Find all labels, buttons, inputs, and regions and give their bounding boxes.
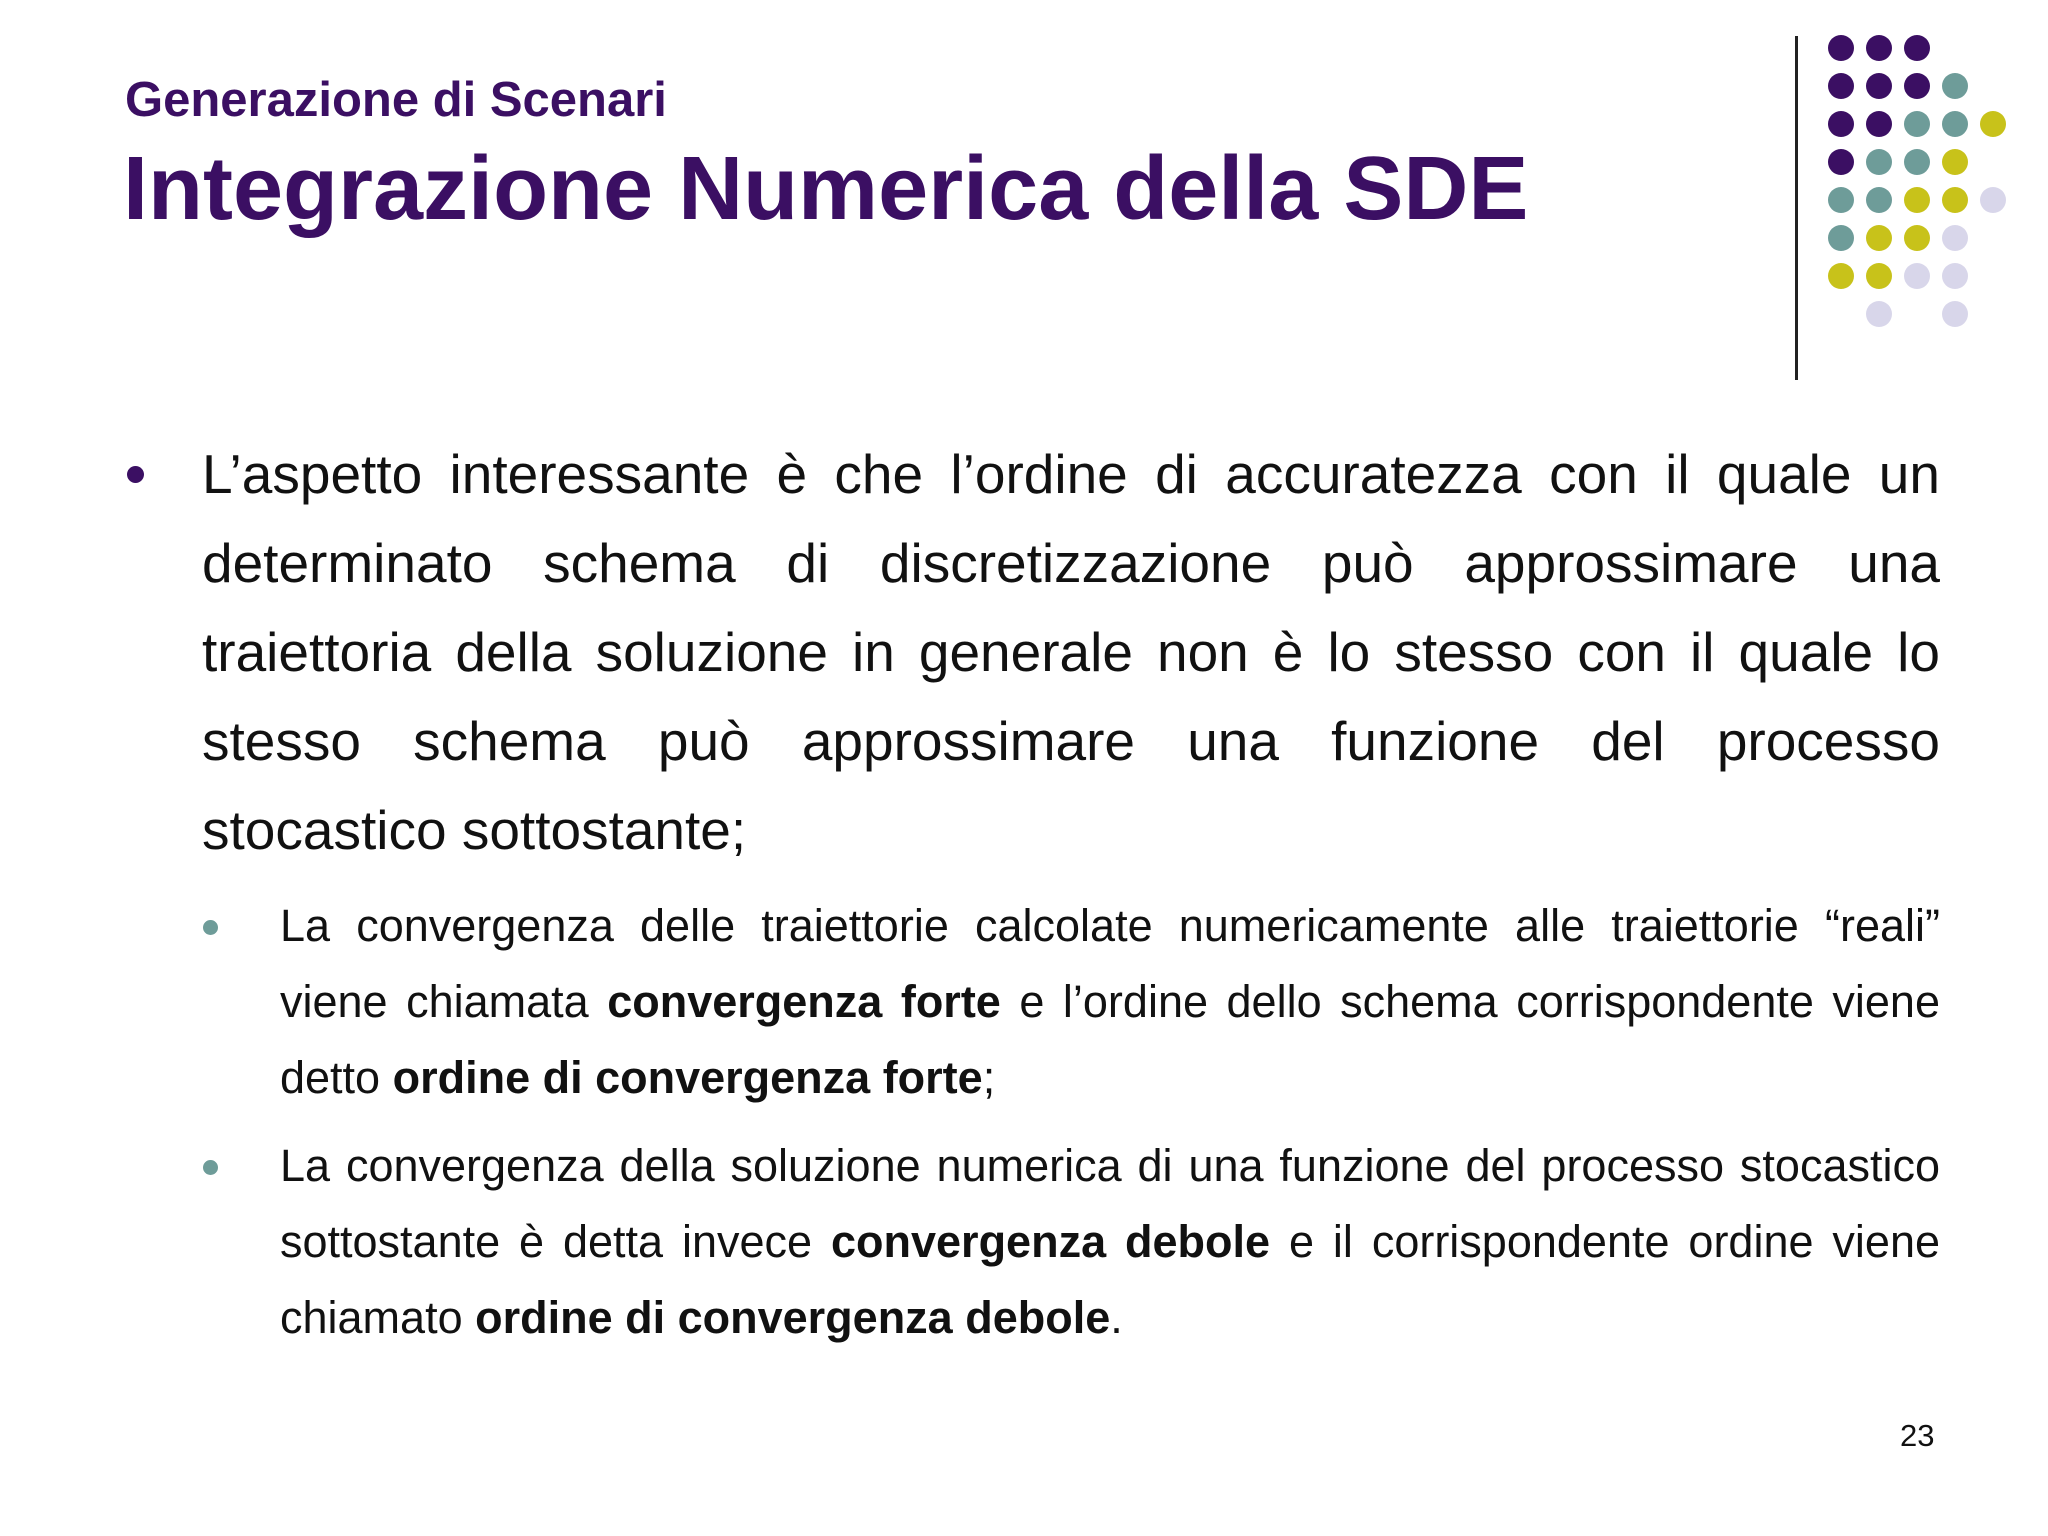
- dot: [1866, 149, 1892, 175]
- dot: [1866, 263, 1892, 289]
- dot: [1828, 225, 1854, 251]
- decorative-dot-grid: [1827, 30, 2047, 350]
- sub-bullet-marker: [203, 920, 218, 935]
- dot: [1980, 111, 2006, 137]
- dot: [1942, 73, 1968, 99]
- sub-bullet-weak-convergence: [280, 1128, 1940, 1356]
- dot: [1828, 73, 1854, 99]
- dot: [1828, 263, 1854, 289]
- dot: [1942, 225, 1968, 251]
- sub-bullet-marker: [203, 1160, 218, 1175]
- dot: [1904, 225, 1930, 251]
- dot: [1904, 73, 1930, 99]
- dot: [1866, 301, 1892, 327]
- dot: [1942, 263, 1968, 289]
- dot: [1904, 149, 1930, 175]
- main-bullet-text: L’aspetto interessante è che l’ordine di accuratezza con il quale un determinato schema di discretizzazione può approssimare una traiettoria della soluzione in generale non è lo stesso con il quale lo stesso schema può approssimare una funzione del processo stocastico sottostante;: [202, 443, 1940, 861]
- dot: [1904, 111, 1930, 137]
- dot: [1866, 225, 1892, 251]
- sub-bullet-text: La convergenza della soluzione numerica di una funzione del processo stocastico sottostante è detta invece: [280, 1140, 1940, 1267]
- dot: [1866, 111, 1892, 137]
- dot: [1942, 187, 1968, 213]
- dot: [1904, 263, 1930, 289]
- dot: [1828, 35, 1854, 61]
- sub-bullet-text: ;: [982, 1052, 996, 1103]
- dot: [1828, 111, 1854, 137]
- slide-title: Integrazione Numerica della SDE: [123, 139, 1529, 239]
- bold-term: convergenza forte: [607, 976, 1001, 1027]
- dot: [1942, 111, 1968, 137]
- dot: [1866, 187, 1892, 213]
- main-bullet-marker: [127, 466, 144, 483]
- dot: [1828, 149, 1854, 175]
- bold-term: convergenza debole: [831, 1216, 1271, 1267]
- dot: [1866, 35, 1892, 61]
- dot: [1904, 187, 1930, 213]
- header-divider: [1795, 36, 1798, 380]
- dot: [1866, 73, 1892, 99]
- slide-subtitle: Generazione di Scenari: [125, 73, 667, 127]
- sub-bullet-text: La convergenza delle traiettorie calcolate numericamente alle traiettorie “reali” viene chiamata: [280, 900, 1940, 1027]
- page-number: 23: [1900, 1418, 1935, 1453]
- dot: [1828, 187, 1854, 213]
- bold-term: ordine di convergenza forte: [392, 1052, 983, 1103]
- dot: [1980, 187, 2006, 213]
- sub-bullet-text: .: [1110, 1292, 1123, 1343]
- sub-bullet-strong-convergence: [280, 888, 1940, 1116]
- bold-term: ordine di convergenza debole: [475, 1292, 1111, 1343]
- dot: [1942, 301, 1968, 327]
- sub-bullet-text: e l’ordine dello schema corrispondente viene detto: [280, 976, 1940, 1103]
- dot: [1904, 35, 1930, 61]
- dot: [1942, 149, 1968, 175]
- sub-bullet-text: e il corrispondente ordine viene chiamato: [280, 1216, 1940, 1343]
